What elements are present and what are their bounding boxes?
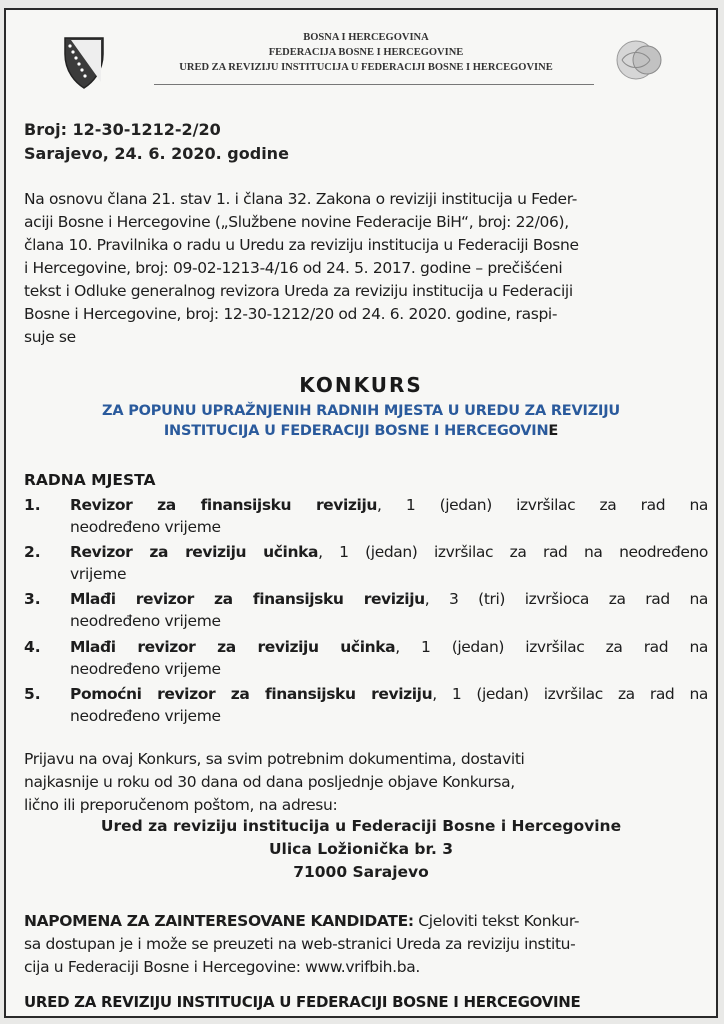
position-number: 2.	[24, 543, 41, 562]
position-title: Pomoćni revizor za finansijsku reviziju	[70, 684, 433, 703]
position-line	[70, 683, 708, 705]
reference-place-date: Sarajevo, 24. 6. 2020. godine	[24, 144, 289, 163]
position-line-2: neodređeno vrijeme	[70, 706, 221, 725]
signature-footer: URED ZA REVIZIJU INSTITUCIJA U FEDERACIJI BOSNE I HERCEGOVINE	[24, 993, 581, 1011]
subtitle-line-end: E	[548, 423, 559, 439]
letterhead-divider	[154, 84, 594, 85]
reference-block	[24, 118, 289, 166]
subtitle-line-text: INSTITUCIJA U FEDERACIJI BOSNE I HERCEGOVIN	[163, 423, 549, 439]
notice-title: KONKURS	[299, 373, 423, 397]
application-line: lično ili preporučenom poštom, na adresu:	[24, 796, 338, 814]
position-line	[70, 541, 708, 563]
position-line	[70, 588, 708, 610]
application-line: najkasnije u roku od 30 dana od dana posljednje objave Konkursa,	[24, 773, 515, 791]
letterhead-entity: FEDERACIJA BOSNE I HERCEGOVINE	[268, 47, 464, 58]
candidate-note	[24, 910, 712, 979]
position-line-2: neodređeno vrijeme	[70, 659, 221, 678]
position-detail: , 3 (tri) izvršioca za rad na	[424, 590, 709, 609]
office-seal-icon	[614, 38, 666, 82]
bih-coat-of-arms-icon	[62, 36, 106, 90]
note-label: NAPOMENA ZA ZAINTERESOVANE KANDIDATE:	[24, 912, 414, 930]
address-street: Ulica Ložionička br. 3	[268, 840, 454, 858]
position-line-2: neodređeno vrijeme	[70, 612, 221, 631]
subtitle-line	[6, 421, 716, 441]
letterhead	[6, 10, 716, 90]
note-line	[24, 910, 712, 933]
intro-line: tekst i Odluke generalnog revizora Ureda za reviziju institucija u Federaciji	[24, 282, 573, 300]
position-detail: , 1 (jedan) izvršilac za rad na	[395, 637, 708, 656]
position-title: Mlađi revizor za finansijsku reviziju	[70, 590, 425, 609]
intro-line: aciji Bosne i Hercegovine („Službene novine Federacije BiH“, broj: 22/06),	[24, 213, 569, 231]
position-number: 1.	[24, 496, 41, 514]
position-line-2: vrijeme	[70, 565, 127, 584]
address-office: Ured za reviziju institucija u Federaciji Bosne i Hercegovine	[100, 817, 622, 835]
letterhead-country: BOSNA I HERCEGOVINA	[303, 32, 429, 43]
position-item	[24, 588, 710, 635]
intro-line: i Hercegovine, broj: 09-02-1213-4/16 od 24. 5. 2017. godine – prečišćeni	[24, 259, 563, 277]
intro-line: Bosne i Hercegovine, broj: 12-30-1212/20 od 24. 6. 2020. godine, raspi-	[24, 305, 558, 323]
position-detail: , 1 (jedan) izvršilac za rad na	[377, 496, 708, 514]
intro-line: člana 10. Pravilnika o radu u Uredu za reviziju institucija u Federaciji Bosne	[24, 236, 579, 254]
position-item	[24, 494, 710, 541]
address-city: 71000 Sarajevo	[293, 863, 429, 881]
notice-subtitle	[6, 401, 716, 441]
letterhead-office: URED ZA REVIZIJU INSTITUCIJA U FEDERACIJI BOSNE I HERCEGOVINE	[179, 62, 553, 73]
intro-line: suje se	[24, 328, 76, 346]
notice-page	[4, 8, 718, 1018]
position-line-2: neodređeno vrijeme	[70, 518, 221, 536]
note-line: sa dostupan je i može se preuzeti na web-stranici Ureda za reviziju institu-	[24, 935, 576, 953]
position-title: Revizor za finansijsku reviziju	[70, 496, 377, 514]
positions-heading: RADNA MJESTA	[24, 471, 156, 489]
position-title: Mlađi revizor za reviziju učinka	[70, 637, 396, 656]
subtitle-line: ZA POPUNU UPRAŽNJENIH RADNIH MJESTA U UREDU ZA REVIZIJU	[102, 403, 620, 419]
note-line: cija u Federaciji Bosne i Hercegovine: www.vrifbih.ba.	[24, 958, 420, 976]
intro-paragraph	[24, 188, 704, 349]
intro-line: Na osnovu člana 21. stav 1. i člana 32. Zakona o reviziji institucija u Feder-	[24, 190, 577, 208]
position-item	[24, 541, 710, 588]
position-number: 4.	[24, 637, 41, 656]
application-paragraph	[24, 748, 710, 817]
position-title: Revizor za reviziju učinka	[70, 543, 319, 562]
application-line: Prijavu na ovaj Konkurs, sa svim potrebnim dokumentima, dostaviti	[24, 750, 525, 768]
position-item	[24, 636, 710, 683]
position-number: 3.	[24, 590, 41, 609]
position-number: 5.	[24, 684, 41, 703]
positions-list	[24, 494, 710, 730]
position-item	[24, 683, 710, 730]
position-detail: , 1 (jedan) izvršilac za rad na neodređeno	[318, 543, 709, 562]
position-detail: , 1 (jedan) izvršilac za rad na	[432, 684, 708, 703]
reference-number: Broj: 12-30-1212-2/20	[24, 120, 221, 139]
position-line	[70, 494, 708, 516]
mailing-address	[6, 815, 716, 884]
position-line	[70, 636, 708, 658]
note-text: Cjeloviti tekst Konkur-	[413, 912, 580, 930]
